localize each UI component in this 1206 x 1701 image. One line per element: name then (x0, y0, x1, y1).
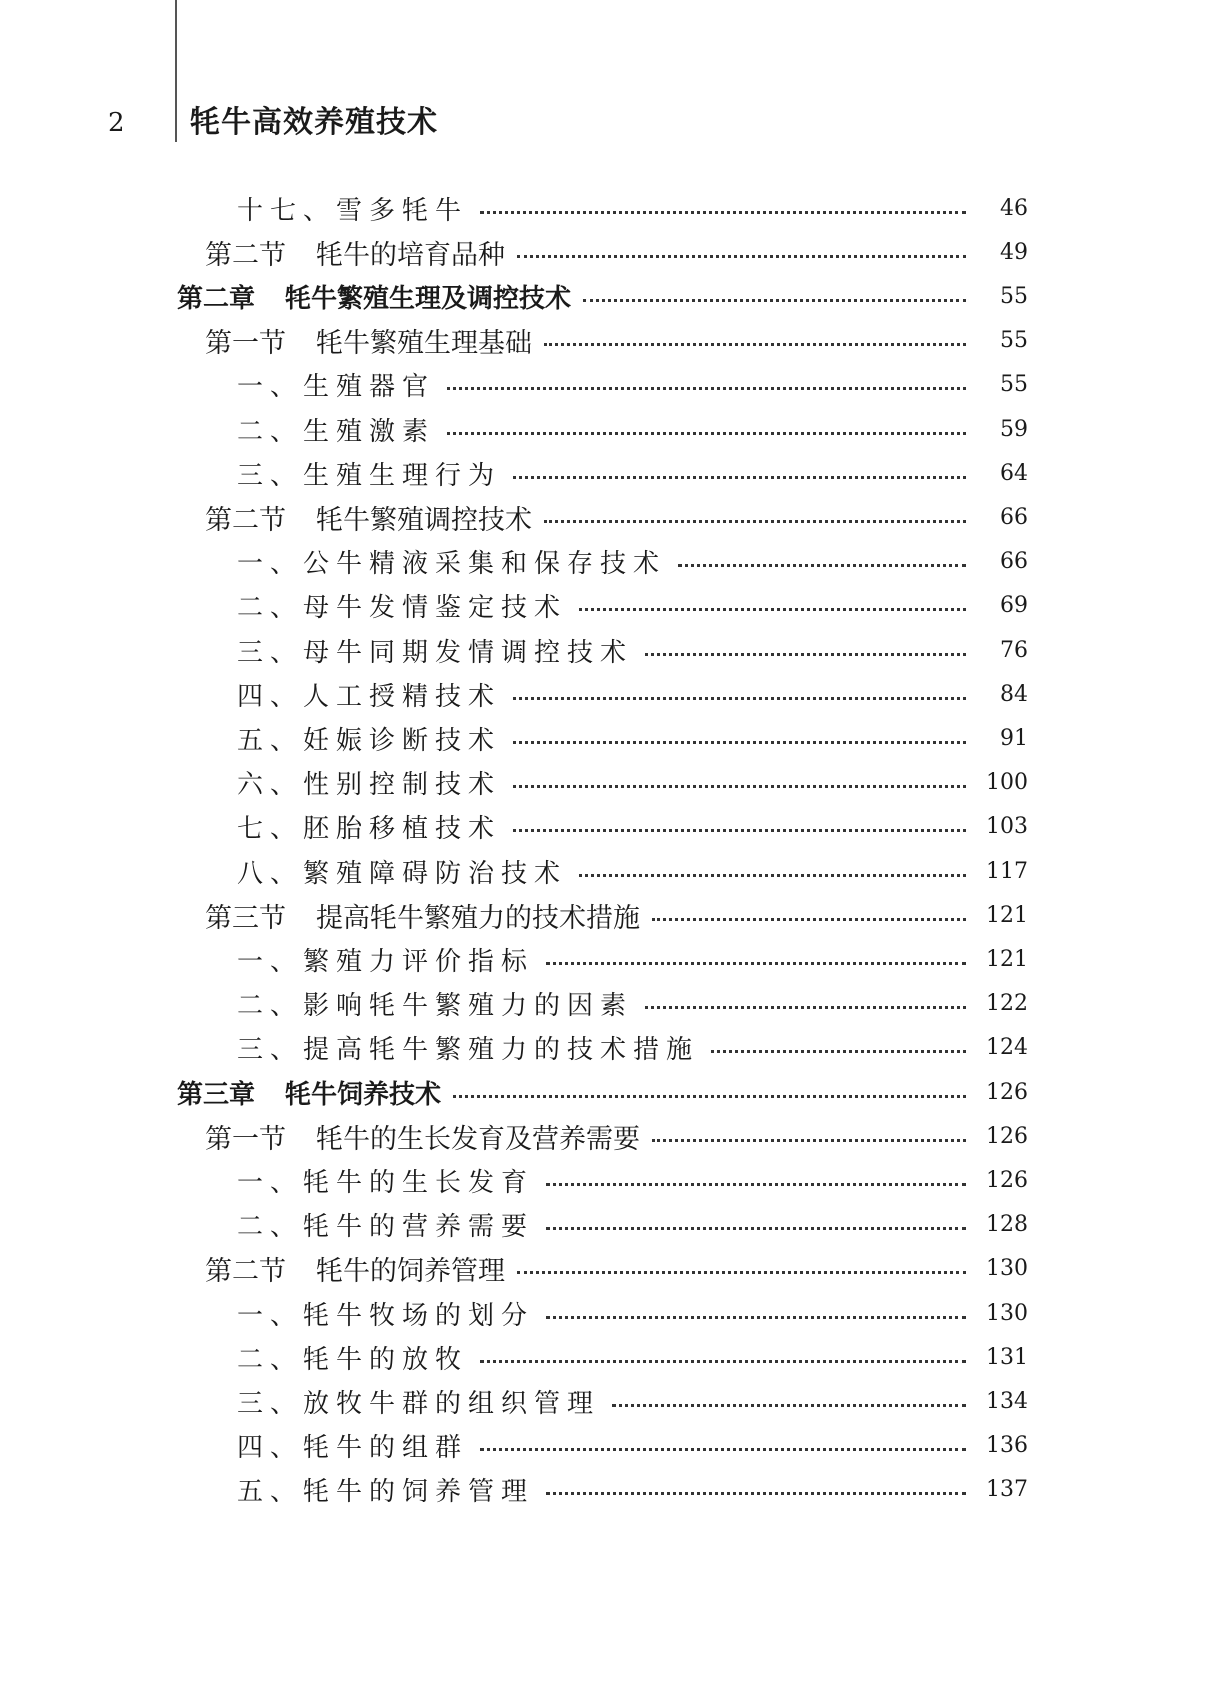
toc-entry-number: 五、 (237, 1477, 304, 1508)
toc-entry-page: 131 (986, 1344, 1028, 1370)
toc-dot-leader (546, 1492, 966, 1495)
toc-entry-title: 性别控制技术 (303, 770, 502, 801)
toc-entry-page: 55 (1000, 372, 1028, 398)
toc-entry-item (237, 1291, 1028, 1335)
toc-dot-leader (645, 653, 966, 656)
toc-entry-label (205, 1249, 505, 1288)
toc-entry-chapter (177, 274, 1028, 318)
toc-entry-item (237, 1379, 1028, 1423)
toc-entry-title: 牦牛牧场的划分 (303, 1300, 535, 1331)
toc-entry-item (237, 1026, 1028, 1070)
toc-entry-number: 二、 (237, 416, 304, 447)
toc-entry-number: 二、 (237, 1344, 304, 1375)
toc-entry-title: 牦牛的饲养管理 (303, 1477, 535, 1508)
toc-entry-title: 繁殖障碍防治技术 (303, 858, 568, 889)
toc-dot-leader (447, 432, 966, 435)
toc-entry-item (237, 584, 1028, 628)
toc-dot-leader (652, 1139, 966, 1142)
toc-entry-page: 122 (986, 991, 1028, 1017)
toc-entry-item (237, 716, 1028, 760)
toc-entry-label (237, 632, 633, 669)
toc-entry-number: 一、 (237, 1300, 304, 1331)
toc-entry-label (205, 233, 505, 272)
toc-entry-number: 一、 (237, 549, 304, 580)
toc-entry-page: 121 (986, 902, 1028, 928)
toc-entry-number: 七、 (237, 814, 304, 845)
toc-entry-page: 66 (1000, 504, 1028, 530)
toc-entry-title: 生殖激素 (303, 416, 436, 447)
toc-entry-number: 第二节 (205, 239, 286, 271)
toc-entry-title: 牦牛的营养需要 (303, 1212, 535, 1243)
toc-entry-title: 放牧牛群的组织管理 (303, 1388, 601, 1419)
toc-entry-page: 124 (986, 1035, 1028, 1061)
toc-entry-number: 四、 (237, 681, 304, 712)
toc-entry-page: 136 (986, 1433, 1028, 1459)
toc-entry-label (237, 808, 501, 845)
toc-entry-title: 雪多牦牛 (336, 195, 469, 226)
toc-entry-label (237, 1339, 468, 1376)
toc-entry-label (237, 587, 567, 624)
toc-entry-label (237, 543, 666, 580)
toc-entry-number: 第二节 (205, 1256, 286, 1288)
toc-entry-page: 128 (986, 1212, 1028, 1238)
page-number: 2 (108, 108, 125, 138)
toc-entry-item (237, 982, 1028, 1026)
toc-entry-number: 第二节 (205, 504, 286, 536)
toc-entry-page: 126 (986, 1079, 1028, 1105)
toc-dot-leader (453, 1095, 966, 1098)
toc-entry-number: 第一节 (205, 328, 286, 360)
toc-entry-item (237, 540, 1028, 584)
toc-entry-label (237, 411, 435, 448)
toc-dot-leader (544, 343, 966, 346)
toc-entry-page: 66 (1000, 549, 1028, 575)
toc-dot-leader (480, 1448, 966, 1451)
toc-entry-number: 三、 (237, 1388, 304, 1419)
toc-entry-title: 牦牛的培育品种 (316, 239, 505, 271)
toc-entry-label (205, 1117, 640, 1156)
toc-entry-label (237, 1383, 600, 1420)
toc-dot-leader (645, 1006, 966, 1009)
toc-entry-item (237, 761, 1028, 805)
toc-entry-title: 提高牦牛繁殖力的技术措施 (316, 902, 640, 934)
toc-entry-label (237, 676, 501, 713)
toc-entry-item (237, 407, 1028, 451)
toc-entry-item (237, 186, 1028, 230)
toc-entry-title: 牦牛的生长发育及营养需要 (316, 1123, 640, 1155)
toc-entry-number: 第三章 (177, 1079, 256, 1110)
toc-entry-page: 64 (1000, 460, 1028, 486)
toc-entry-page: 69 (1000, 593, 1028, 619)
toc-entry-title: 影响牦牛繁殖力的因素 (303, 991, 634, 1022)
toc-dot-leader (678, 564, 966, 567)
toc-entry-title: 牦牛的放牧 (303, 1344, 469, 1375)
toc-entry-title: 牦牛的饲养管理 (316, 1256, 505, 1288)
toc-entry-item (237, 1203, 1028, 1247)
toc-entry-number: 五、 (237, 725, 304, 756)
toc-entry-item (237, 805, 1028, 849)
toc-entry-title: 公牛精液采集和保存技术 (303, 549, 667, 580)
toc-entry-number: 二、 (237, 1212, 304, 1243)
toc-entry-number: 二、 (237, 991, 304, 1022)
toc-entry-title: 牦牛繁殖生理及调控技术 (285, 283, 572, 314)
toc-entry-label (237, 1206, 534, 1243)
toc-entry-number: 四、 (237, 1433, 304, 1464)
toc-entry-label (177, 1074, 441, 1111)
toc-entry-page: 91 (1000, 725, 1028, 751)
toc-entry-item (237, 1335, 1028, 1379)
toc-dot-leader (583, 299, 966, 302)
toc-entry-title: 提高牦牛繁殖力的技术措施 (303, 1035, 700, 1066)
toc-entry-title: 生殖器官 (303, 372, 436, 403)
toc-entry-page: 121 (986, 946, 1028, 972)
toc-entry-chapter (177, 1070, 1028, 1114)
toc-dot-leader (513, 476, 966, 479)
toc-entry-number: 十七、 (237, 195, 337, 226)
toc-entry-title: 牦牛的组群 (303, 1433, 469, 1464)
toc-entry-title: 牦牛饲养技术 (285, 1079, 442, 1110)
toc-entry-page: 55 (1000, 283, 1028, 309)
toc-entry-title: 牦牛繁殖调控技术 (316, 504, 532, 536)
toc-dot-leader (579, 874, 966, 877)
toc-entry-label (237, 941, 534, 978)
toc-entry-item (237, 937, 1028, 981)
toc-entry-label (205, 896, 640, 935)
toc-entry-number: 一、 (237, 946, 304, 977)
toc-entry-item (237, 1468, 1028, 1512)
toc-entry-number: 一、 (237, 1167, 304, 1198)
toc-entry-item (237, 1424, 1028, 1468)
toc-entry-title: 生殖生理行为 (303, 460, 502, 491)
toc-entry-item (237, 1158, 1028, 1202)
toc-entry-title: 牦牛的生长发育 (303, 1167, 535, 1198)
toc-entry-page: 100 (986, 770, 1028, 796)
toc-entry-item (237, 849, 1028, 893)
toc-entry-number: 第二章 (177, 283, 256, 314)
toc-entry-label (237, 764, 501, 801)
toc-dot-leader (517, 1271, 966, 1274)
toc-entry-number: 六、 (237, 770, 304, 801)
toc-entry-number: 二、 (237, 593, 304, 624)
toc-dot-leader (546, 1227, 966, 1230)
toc-entry-label (237, 985, 633, 1022)
toc-entry-item (237, 672, 1028, 716)
toc-entry-number: 三、 (237, 460, 304, 491)
toc-entry-label (205, 498, 532, 537)
toc-dot-leader (546, 1183, 966, 1186)
toc-entry-page: 130 (986, 1256, 1028, 1282)
toc-entry-page: 76 (1000, 637, 1028, 663)
toc-entry-title: 繁殖力评价指标 (303, 946, 535, 977)
toc-entry-page: 84 (1000, 681, 1028, 707)
toc-dot-leader (447, 387, 966, 390)
toc-entry-section (205, 230, 1028, 274)
toc-dot-leader (652, 918, 966, 921)
toc-entry-title: 牦牛繁殖生理基础 (316, 328, 532, 360)
toc-dot-leader (480, 1360, 966, 1363)
toc-dot-leader (612, 1404, 966, 1407)
toc-entry-page: 126 (986, 1167, 1028, 1193)
toc-entry-label (177, 278, 571, 315)
toc-entry-page: 49 (1000, 239, 1028, 265)
toc-entry-page: 46 (1000, 195, 1028, 221)
toc-entry-item (237, 451, 1028, 495)
toc-entry-number: 第三节 (205, 902, 286, 934)
toc-entry-label (237, 1029, 699, 1066)
toc-dot-leader (544, 520, 966, 523)
toc-entry-label (237, 366, 435, 403)
toc-dot-leader (711, 1050, 966, 1053)
toc-entry-page: 117 (986, 858, 1028, 884)
toc-entry-title: 妊娠诊断技术 (303, 725, 502, 756)
toc-entry-title: 胚胎移植技术 (303, 814, 502, 845)
toc-entry-label (205, 321, 532, 360)
toc-entry-section (205, 495, 1028, 539)
toc-entry-label (237, 1295, 534, 1332)
toc-entry-label (237, 720, 501, 757)
toc-dot-leader (513, 697, 966, 700)
toc-entry-section (205, 1114, 1028, 1158)
toc-entry-page: 130 (986, 1300, 1028, 1326)
toc-entry-section (205, 1247, 1028, 1291)
toc-dot-leader (546, 1316, 966, 1319)
toc-entry-number: 第一节 (205, 1123, 286, 1155)
toc-entry-number: 三、 (237, 637, 304, 668)
header-divider (175, 0, 177, 142)
toc-entry-label (237, 1162, 534, 1199)
toc-dot-leader (480, 211, 966, 214)
toc-entry-label (237, 455, 501, 492)
toc-entry-section (205, 319, 1028, 363)
toc-entry-page: 55 (1000, 328, 1028, 354)
toc-entry-label (237, 1427, 468, 1464)
toc-dot-leader (513, 741, 966, 744)
toc-entry-label (237, 853, 567, 890)
toc-entry-page: 59 (1000, 416, 1028, 442)
toc-entry-label (237, 190, 468, 227)
toc-entry-page: 137 (986, 1477, 1028, 1503)
toc-entry-page: 126 (986, 1123, 1028, 1149)
toc-dot-leader (517, 255, 966, 258)
toc-entry-title: 母牛发情鉴定技术 (303, 593, 568, 624)
book-title: 牦牛高效养殖技术 (190, 105, 438, 140)
toc-entry-title: 人工授精技术 (303, 681, 502, 712)
toc-entry-item (237, 363, 1028, 407)
toc-entry-number: 一、 (237, 372, 304, 403)
toc-entry-item (237, 628, 1028, 672)
toc-entry-page: 134 (986, 1388, 1028, 1414)
toc-entry-label (237, 1471, 534, 1508)
toc-entry-number: 三、 (237, 1035, 304, 1066)
toc-dot-leader (513, 785, 966, 788)
toc-entry-section (205, 893, 1028, 937)
toc-dot-leader (546, 962, 966, 965)
toc-entry-number: 八、 (237, 858, 304, 889)
toc-dot-leader (513, 829, 966, 832)
toc-entry-page: 103 (986, 814, 1028, 840)
toc-dot-leader (579, 608, 966, 611)
toc-entry-title: 母牛同期发情调控技术 (303, 637, 634, 668)
